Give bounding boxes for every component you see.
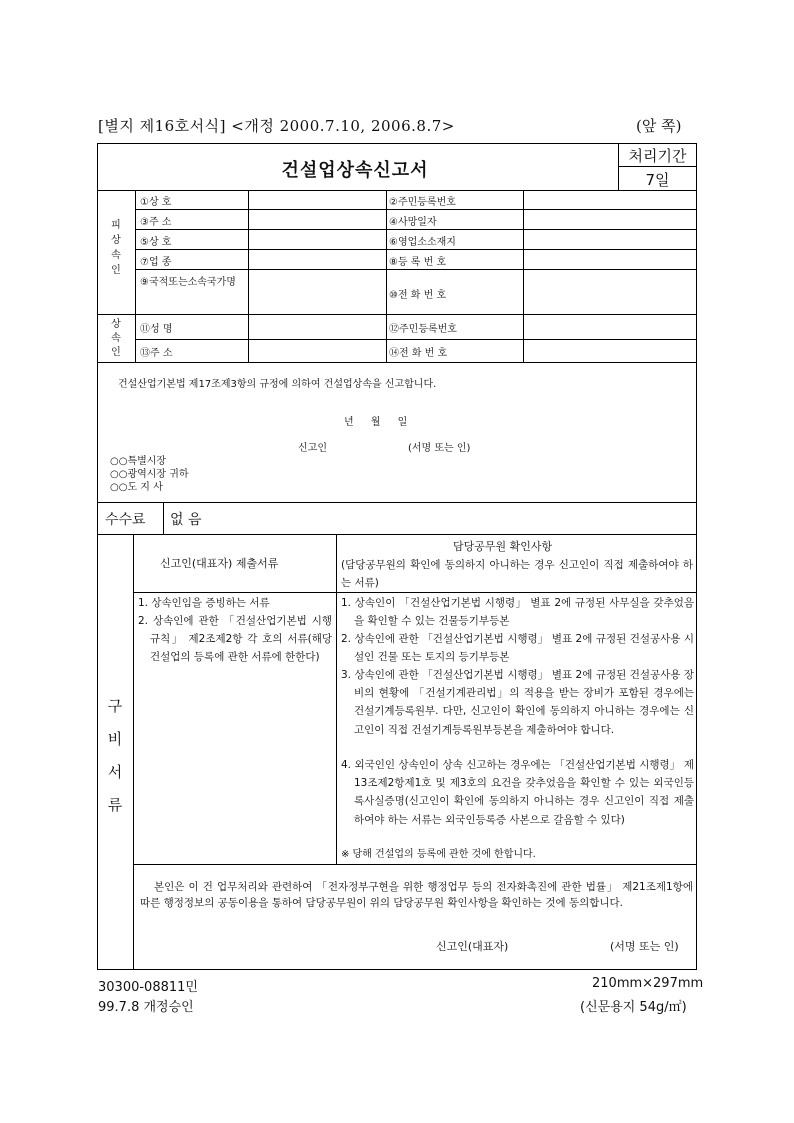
field-label-address: ③주 소 (140, 217, 172, 228)
left-item-2: 2. 상속인에 관한 「건설산업기본법 시행규칙」 제2조제2항 각 호의 서류(해당건설업의 등록에 관한 서류에 한한다) (138, 615, 332, 664)
field-label-office-location: ⑥영업소소재지 (389, 237, 456, 248)
heir-label-text: 상속인 (111, 319, 121, 358)
consent-sign-label: (서명 또는 인) (610, 940, 679, 953)
divider (336, 534, 337, 864)
heir-name-input[interactable] (249, 315, 385, 338)
form-title: 건설업상속신고서 (281, 160, 429, 181)
applicant-label: 신고인 (298, 443, 327, 454)
field-label-trade-name-2: ⑤상 호 (140, 237, 172, 248)
divider (618, 166, 697, 167)
divider (386, 190, 387, 362)
trade-name-2-input[interactable] (249, 230, 385, 248)
right-column-header: 담당공무원 확인사항 (453, 540, 553, 553)
consent-text: 본인은 이 건 업무처리와 관련하여 「전자정부구현을 위한 행정업무 등의 전자화촉진에 관한 법률」 제21조제1항에 따른 행정정보의 공동이용을 통하여 담당공무원이 위의 담당공무원 확인사항을 확인하는 것에 동의합니다. (140, 881, 693, 909)
phone-input[interactable] (524, 270, 696, 313)
form-code: 30300-08811민 (98, 980, 198, 995)
processing-period-value: 7일 (645, 171, 670, 189)
field-label-resident-number: ②주민등록번호 (389, 197, 456, 208)
heir-phone-input[interactable] (524, 340, 696, 361)
right-item-2: 2. 상속인에 관한 「건설산업기본법 시행령」 별표 2에 규정된 건설공사용 시설인 건물 또는 토지의 등기부등본 (341, 633, 694, 664)
heir-address-input[interactable] (249, 340, 385, 361)
divider (163, 502, 164, 534)
right-item-4: 4. 외국인인 상속인이 상속 신고하는 경우에는 「건설산업기본법 시행령」 제13조제2항제1호 및 제3호의 요건을 갖추었음을 확인할 수 있는 외국인등록사실증명(신고인이 확인에 동의하지 아니하는 경우 신고인이 직접 제출하여야 하는 서류는 외국인등록증 사본으로 갈음할 수 있다) (341, 759, 694, 826)
field-label-trade-name: ①상 호 (140, 197, 172, 208)
fee-value: 없 음 (170, 512, 202, 528)
field-label-death-date: ④사망일자 (389, 217, 437, 228)
business-type-input[interactable] (249, 250, 385, 268)
approval-date: 99.7.8 개정승인 (98, 1000, 194, 1015)
divider (97, 362, 697, 363)
address-input[interactable] (249, 210, 385, 228)
left-item-1: 1. 상속인임을 증빙하는 서류 (138, 597, 270, 609)
heir-section-label (105, 318, 127, 360)
fee-label: 수수료 (105, 512, 146, 528)
divider (97, 534, 697, 535)
sign-label: (서명 또는 인) (408, 443, 471, 454)
nationality-input[interactable] (249, 270, 385, 313)
divider (97, 502, 697, 503)
field-label-heir-phone: ⑭전 화 번 호 (389, 348, 448, 359)
decedent-label-text: 피상속인 (111, 220, 121, 276)
left-column-header: 신고인(대표자) 제출서류 (160, 557, 279, 570)
field-label-business-type: ⑦업 종 (140, 257, 172, 268)
right-item-3: 3. 상속인에 관한 「건설산업기본법 시행령」 별표 2에 규정된 건설공사용 장비의 현황에 「건설기계관리법」의 적용을 받는 장비가 포함된 경우에는 건설기계등록원부. 다만, 신고인이 확인에 동의하지 아니하는 경우에는 신고인이 직접 건설기계등록원부등본을 제출하여야 합니다. (341, 669, 694, 736)
divider (133, 592, 697, 593)
divider (133, 864, 697, 865)
field-label-phone: ⑩전 화 번 호 (389, 290, 447, 301)
heir-resident-number-input[interactable] (524, 315, 696, 338)
consent-applicant-label: 신고인(대표자) (436, 940, 509, 953)
documents-section-label (103, 690, 127, 822)
decedent-section-label (105, 218, 127, 278)
office-location-input[interactable] (524, 230, 696, 248)
recipient-3: ○○도 지 사 (110, 482, 163, 493)
trade-name-input[interactable] (249, 191, 385, 208)
processing-period-label: 처리기간 (628, 147, 687, 165)
divider (135, 190, 136, 362)
death-date-input[interactable] (524, 210, 696, 228)
paper-type: (신문용지 54g/㎡) (580, 1000, 687, 1015)
page-side-label: (앞 쪽) (636, 117, 682, 135)
registration-number-input[interactable] (524, 250, 696, 268)
date-line: 년 월 일 (344, 417, 408, 428)
field-label-registration-number: ⑧등 록 번 호 (389, 257, 447, 268)
field-label-heir-resident-number: ⑫주민등록번호 (389, 324, 457, 335)
divider (133, 534, 134, 970)
recipient-1: ○○특별시장 (110, 456, 167, 467)
resident-number-input[interactable] (524, 191, 696, 208)
right-item-1: 1. 상속인이 「건설산업기본법 시행령」 별표 2에 규정된 사무실을 갖추었음을 확인할 수 있는 건물등기부등본 (341, 597, 694, 628)
field-label-heir-address: ⑬주 소 (140, 348, 173, 359)
recipient-2: ○○광역시장 귀하 (110, 469, 189, 480)
paper-size: 210mm×297mm (592, 976, 704, 991)
right-item-note: ※ 당해 건설업의 등록에 관한 것에 한합니다. (341, 849, 536, 860)
right-column-subheader: (담당공무원의 확인에 동의하지 아니하는 경우 신고인이 직접 제출하여야 하는 서류) (341, 559, 693, 589)
documents-label-text: 구비서류 (107, 697, 123, 814)
field-label-heir-name: ⑪성 명 (140, 324, 173, 335)
declaration-text: 건설산업기본법 제17조제3항의 규정에 의하여 건설업상속을 신고합니다. (118, 379, 437, 390)
form-label: [별지 제16호서식] <개정 2000.7.10, 2006.8.7> (98, 117, 455, 135)
field-label-nationality: ⑨국적또는소속국가명 (140, 277, 236, 288)
